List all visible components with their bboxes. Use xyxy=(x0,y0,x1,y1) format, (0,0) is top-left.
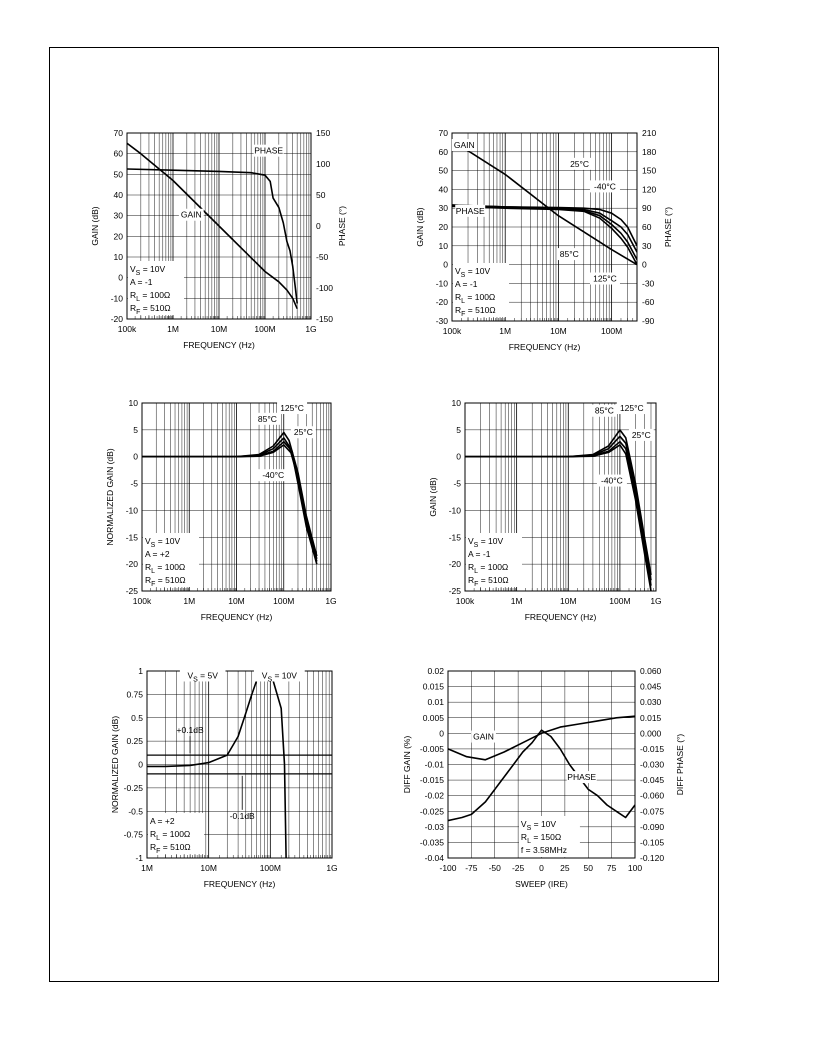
condition-text: $R_L = 100\Omega$ xyxy=(130,290,171,303)
annotation-label: PHASE xyxy=(567,772,597,783)
annotation-label: 125°C xyxy=(619,403,644,414)
y2-tick-label: 100 xyxy=(316,159,331,169)
annotation-label: 85°C xyxy=(594,405,614,416)
annotation-label: 25°C xyxy=(631,429,651,440)
y2-tick-label: -0.090 xyxy=(640,821,665,832)
reference-label: +0.1dB xyxy=(176,725,204,736)
y-tick-label: -1 xyxy=(135,853,143,863)
y-tick-label: 10 xyxy=(451,398,461,408)
y2-tick-label: 180 xyxy=(642,146,657,157)
y-tick-label: 0 xyxy=(439,728,444,739)
y-tick-label: 5 xyxy=(133,424,138,435)
y-tick-label: 0.015 xyxy=(422,681,444,692)
x-tick-label: -100 xyxy=(439,863,457,873)
y-axis-label: GAIN (dB) xyxy=(415,207,425,247)
condition-text: $R_L = 150\Omega$ xyxy=(520,832,562,845)
condition-text: $R_L = 100\Omega$ xyxy=(145,562,186,575)
y-tick-label: 5 xyxy=(456,424,461,435)
annotation-label: 25°C xyxy=(293,427,313,438)
x-axis-label: FREQUENCY (Hz) xyxy=(200,612,273,622)
y-axis-label: GAIN (dB) xyxy=(428,477,438,517)
x-tick-label: 100M xyxy=(259,863,281,873)
x-axis-label: FREQUENCY (Hz) xyxy=(508,342,581,352)
y-tick-label: 60 xyxy=(438,146,448,157)
condition-text: $R_F = 510\Omega$ xyxy=(455,305,496,318)
chart-c4 xyxy=(428,398,662,622)
annotation-label: -40°C xyxy=(600,475,623,486)
condition-text: $V_S = 10V$ xyxy=(130,264,166,277)
y2-tick-label: -0.060 xyxy=(640,790,665,801)
y2-axis-label: PHASE (°) xyxy=(337,205,347,247)
x-tick-label: 1M xyxy=(141,863,153,873)
annotation-label: PHASE xyxy=(254,145,284,156)
y-tick-label: -0.5 xyxy=(128,806,143,817)
y2-tick-label: 90 xyxy=(642,203,652,214)
y-tick-label: -10 xyxy=(125,505,138,516)
x-tick-label: 100M xyxy=(600,326,623,336)
condition-text: $V_S = 10V$ xyxy=(520,819,557,832)
y-tick-label: 0.25 xyxy=(126,736,143,747)
y-tick-label: -20 xyxy=(448,559,461,570)
y2-tick-label: 210 xyxy=(642,128,657,138)
y2-tick-label: -0.030 xyxy=(640,759,665,770)
y-tick-label: 0.005 xyxy=(422,712,444,723)
x-tick-label: 1M xyxy=(167,324,179,334)
reference-label: -0.1dB xyxy=(229,810,255,821)
y-tick-label: 0.01 xyxy=(427,697,444,708)
y-tick-label: 0 xyxy=(456,451,461,462)
x-tick-label: -25 xyxy=(511,863,525,873)
annotation-label: GAIN xyxy=(180,209,202,220)
x-tick-label: 1G xyxy=(305,324,317,334)
annotation-label: 125°C xyxy=(280,403,304,414)
x-tick-label: 10M xyxy=(228,596,245,606)
y2-tick-label: 150 xyxy=(316,128,331,138)
y-tick-label: -10 xyxy=(110,293,123,304)
condition-text: $V_S = 10V$ xyxy=(455,266,491,279)
condition-text: $R_F = 510\Omega$ xyxy=(145,575,186,588)
annotation-label: 85°C xyxy=(559,249,579,260)
annotation-label: 125°C xyxy=(593,273,617,284)
x-tick-label: 100M xyxy=(254,324,276,334)
condition-text: A = -1 xyxy=(130,277,153,287)
condition-text: $R_F = 510\Omega$ xyxy=(468,575,509,588)
y-tick-label: 70 xyxy=(113,128,123,138)
y2-tick-label: -90 xyxy=(642,316,655,326)
y2-tick-label: 0.015 xyxy=(640,712,662,723)
x-tick-label: 75 xyxy=(606,863,617,873)
x-tick-label: 1M xyxy=(499,326,512,336)
y2-tick-label: 0.045 xyxy=(640,681,662,692)
annotation-label: 85°C xyxy=(257,413,277,424)
x-tick-label: 10M xyxy=(559,596,577,606)
y-tick-label: -15 xyxy=(125,532,138,543)
y-tick-label: 0.02 xyxy=(427,666,444,676)
y-tick-label: 0.5 xyxy=(131,712,143,723)
x-axis-label: FREQUENCY (Hz) xyxy=(524,612,597,622)
y-tick-label: 60 xyxy=(113,148,123,159)
x-tick-label: 10M xyxy=(210,324,228,334)
y-tick-label: -25 xyxy=(448,586,461,596)
y-tick-label: 10 xyxy=(113,252,123,262)
y-tick-label: 50 xyxy=(438,165,448,176)
y-tick-label: 40 xyxy=(113,190,123,200)
y-tick-label: -5 xyxy=(453,478,461,489)
y-tick-label: -0.035 xyxy=(419,837,444,848)
x-tick-label: 50 xyxy=(583,863,593,873)
x-tick-label: 1M xyxy=(183,596,196,606)
x-tick-label: -75 xyxy=(465,863,478,873)
x-tick-label: 100M xyxy=(609,596,631,606)
y2-tick-label: 0 xyxy=(316,221,321,231)
condition-text: A = +2 xyxy=(145,549,170,559)
condition-text: $R_F = 510\Omega$ xyxy=(150,842,191,855)
y-tick-label: -15 xyxy=(448,532,461,543)
annotation-label: -40°C xyxy=(594,181,616,192)
y2-tick-label: 120 xyxy=(642,184,657,195)
y-tick-label: -0.04 xyxy=(424,853,444,863)
x-tick-label: 10M xyxy=(200,863,217,873)
y-tick-label: 0.75 xyxy=(126,689,143,700)
y-axis-label: NORMALIZED GAIN (dB) xyxy=(105,448,115,546)
y-tick-label: -0.02 xyxy=(424,790,444,801)
condition-text: A = -1 xyxy=(455,279,478,289)
y2-tick-label: 0.060 xyxy=(640,666,662,676)
y2-tick-label: 60 xyxy=(642,222,652,232)
condition-text: $R_L = 100\Omega$ xyxy=(455,292,496,305)
y-axis-label: DIFF GAIN (%) xyxy=(402,735,412,794)
y-tick-label: 0 xyxy=(118,272,123,283)
annotation-label: 25°C xyxy=(570,158,590,169)
chart-c1 xyxy=(90,128,347,350)
y-tick-label: -20 xyxy=(125,559,138,570)
y-tick-label: -0.025 xyxy=(419,806,444,817)
y-tick-label: 30 xyxy=(113,210,123,221)
condition-text: A = -1 xyxy=(468,549,491,559)
x-tick-label: 0 xyxy=(539,863,544,873)
y2-tick-label: 50 xyxy=(316,190,326,200)
condition-text: $V_S = 10V$ xyxy=(145,536,181,549)
annotation-label: GAIN xyxy=(473,731,494,742)
y-tick-label: -0.75 xyxy=(123,829,143,840)
y-tick-label: -10 xyxy=(448,505,461,516)
condition-text: f = 3.58MHz xyxy=(520,845,567,855)
y-tick-label: -20 xyxy=(435,297,448,308)
x-tick-label: 100k xyxy=(442,326,462,336)
x-tick-label: 1G xyxy=(326,863,338,873)
condition-text: A = +2 xyxy=(150,816,175,826)
y-tick-label: -30 xyxy=(435,316,448,326)
chart-c5 xyxy=(110,666,338,889)
condition-text: $R_L = 100\Omega$ xyxy=(468,562,509,575)
y2-tick-label: 150 xyxy=(642,165,657,176)
x-tick-label: -50 xyxy=(488,863,501,873)
y2-axis-label: PHASE (°) xyxy=(663,206,673,248)
condition-text: $V_S = 10V$ xyxy=(468,536,504,549)
y2-tick-label: -100 xyxy=(316,283,334,293)
x-tick-label: 25 xyxy=(560,863,570,873)
x-tick-label: 10M xyxy=(550,326,567,336)
x-tick-label: 1M xyxy=(510,596,523,606)
y2-tick-label: -0.075 xyxy=(640,806,665,817)
y-tick-label: -10 xyxy=(435,278,448,289)
x-axis-label: SWEEP (IRE) xyxy=(515,879,568,889)
y-tick-label: -25 xyxy=(125,586,138,596)
y-tick-label: -0.03 xyxy=(424,821,444,832)
annotation-label: PHASE xyxy=(455,205,485,216)
chart-c3 xyxy=(105,398,337,622)
y-tick-label: 50 xyxy=(113,169,123,180)
y-tick-label: -0.015 xyxy=(419,775,444,786)
y-tick-label: 10 xyxy=(128,398,138,408)
y-tick-label: 70 xyxy=(438,128,448,138)
x-tick-label: 100k xyxy=(455,596,475,606)
annotation-label: $V_S = 5V$ xyxy=(187,670,218,684)
x-tick-label: 100 xyxy=(627,863,643,873)
y2-tick-label: 0.000 xyxy=(640,728,662,739)
condition-text: $R_L = 100\Omega$ xyxy=(150,829,191,842)
y-tick-label: 1 xyxy=(138,666,143,676)
y2-axis-label: DIFF PHASE (°) xyxy=(675,733,685,796)
y-axis-label: GAIN (dB) xyxy=(90,206,100,246)
condition-text: $R_F = 510\Omega$ xyxy=(130,303,171,316)
y-axis-label: NORMALIZED GAIN (dB) xyxy=(110,715,120,814)
y2-tick-label: -0.120 xyxy=(640,853,665,863)
y2-tick-label: -60 xyxy=(642,297,655,308)
y2-tick-label: -0.015 xyxy=(640,743,665,754)
x-tick-label: 100M xyxy=(273,596,295,606)
y2-tick-label: 0.030 xyxy=(640,697,662,708)
y-tick-label: 0 xyxy=(443,259,448,270)
x-tick-label: 100k xyxy=(132,596,152,606)
x-tick-label: 100k xyxy=(117,324,137,334)
y2-tick-label: -0.105 xyxy=(640,837,665,848)
y2-tick-label: -150 xyxy=(316,314,334,324)
chart-c2 xyxy=(415,128,673,352)
series-line-v-s-5v xyxy=(147,671,261,766)
y2-tick-label: 0 xyxy=(642,259,647,270)
y2-tick-label: -30 xyxy=(642,278,655,289)
annotation-label: -40°C xyxy=(262,470,285,481)
y-tick-label: -0.005 xyxy=(419,743,444,754)
x-tick-label: 1G xyxy=(650,596,662,606)
y-tick-label: 0 xyxy=(138,759,143,770)
y-tick-label: 30 xyxy=(438,203,448,214)
y-tick-label: 40 xyxy=(438,184,448,195)
x-tick-label: 1G xyxy=(325,596,337,606)
y-tick-label: 0 xyxy=(133,451,138,462)
y2-tick-label: 30 xyxy=(642,240,652,251)
y-tick-label: 10 xyxy=(438,240,448,251)
x-axis-label: FREQUENCY (Hz) xyxy=(203,879,276,889)
y-tick-label: -5 xyxy=(130,478,138,489)
y-tick-label: -0.25 xyxy=(123,782,143,793)
y-tick-label: 20 xyxy=(113,231,123,242)
y2-tick-label: -0.045 xyxy=(640,775,665,786)
chart-c6 xyxy=(402,666,685,889)
annotation-label: $V_S = 10V$ xyxy=(261,670,297,684)
y2-tick-label: -50 xyxy=(316,252,329,262)
y-tick-label: -20 xyxy=(110,314,123,324)
y-tick-label: 20 xyxy=(438,222,448,232)
y-tick-label: -0.01 xyxy=(424,759,444,770)
annotation-label: GAIN xyxy=(453,140,475,151)
x-axis-label: FREQUENCY (Hz) xyxy=(183,340,255,350)
